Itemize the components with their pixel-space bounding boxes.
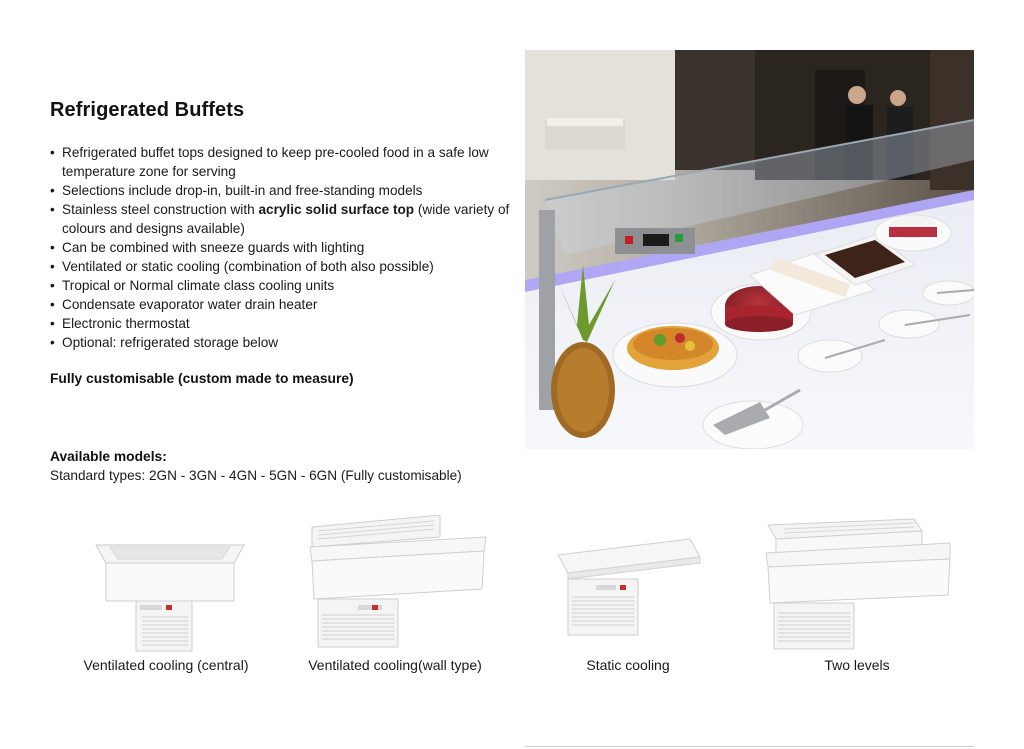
feature-text: Electronic thermostat: [62, 316, 190, 331]
page-title: Refrigerated Buffets: [50, 99, 245, 121]
model-caption-static-cooling: Static cooling: [586, 657, 670, 673]
model-caption-ventilated-central: Ventilated cooling (central): [83, 657, 249, 673]
feature-text: Stainless steel construction with: [62, 202, 259, 217]
feature-bold-text: acrylic solid surface top: [258, 202, 415, 217]
feature-text: Can be combined with sneeze guards with lighting: [62, 240, 365, 255]
model-caption-two-levels: Two levels: [824, 657, 890, 673]
feature-text: Refrigerated buffet tops designed to keep pre-cooled food in a safe low temperature zone for serving: [62, 145, 489, 179]
feature-text: Optional: refrigerated storage below: [62, 335, 279, 350]
feature-text: Condensate evaporator water drain heater: [62, 297, 318, 312]
feature-item: [50, 314, 510, 333]
customisable-note: Fully customisable (custom made to measure): [50, 371, 354, 386]
models-heading: Available models:: [50, 449, 167, 464]
feature-item: [50, 333, 510, 352]
buffet-photo: [525, 50, 974, 449]
feature-item: [50, 200, 510, 238]
feature-item: [50, 181, 510, 200]
models-types: Standard types: 2GN - 3GN - 4GN - 5GN - 6GN (Fully customisable): [50, 468, 462, 483]
model-caption-ventilated-wall: Ventilated cooling(wall type): [308, 657, 482, 673]
feature-text: Ventilated or static cooling (combination of both also possible): [62, 259, 434, 274]
feature-text-suffix: (wide variety of colours and designs available): [62, 202, 510, 236]
feature-text: Selections include drop-in, built-in and free-standing models: [62, 183, 423, 198]
feature-list: [50, 143, 510, 352]
feature-item: [50, 238, 510, 257]
feature-item: [50, 295, 510, 314]
feature-item: [50, 143, 510, 181]
feature-text: Tropical or Normal climate class cooling units: [62, 278, 335, 293]
bottom-divider: [525, 746, 974, 747]
feature-item: [50, 276, 510, 295]
feature-item: [50, 257, 510, 276]
